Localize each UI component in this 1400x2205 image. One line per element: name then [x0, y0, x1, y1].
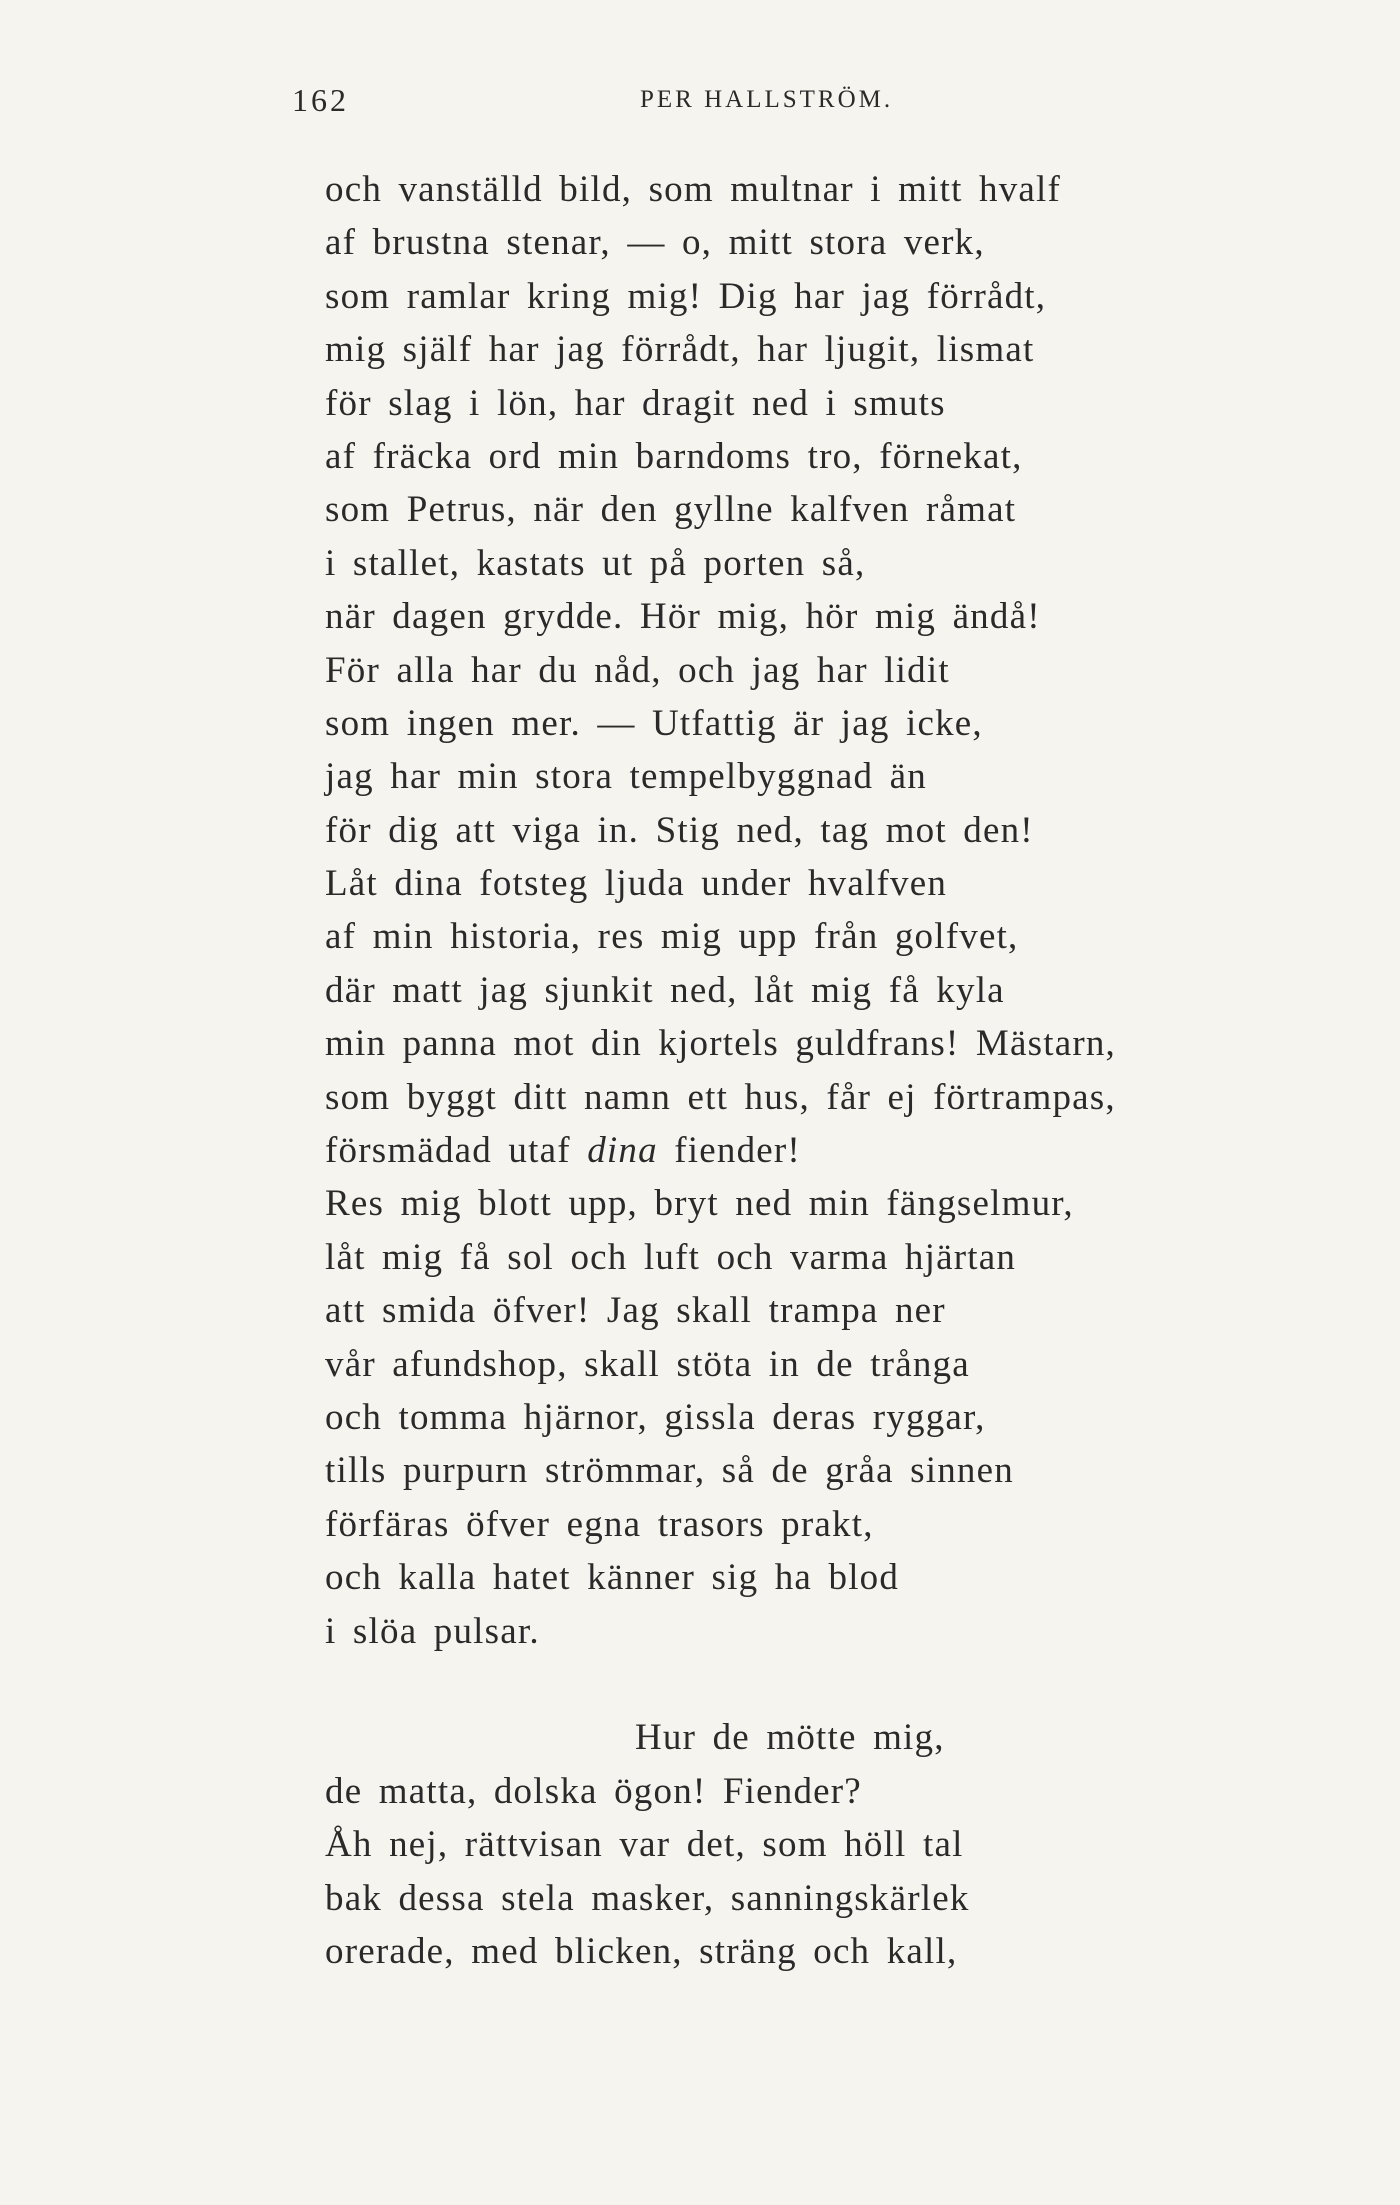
poem-line: låt mig få sol och luft och varma hjärtan: [325, 1236, 1017, 1278]
poem-line: som byggt ditt namn ett hus, får ej förtrampas,: [325, 1076, 1116, 1118]
poem-line: och tomma hjärnor, gissla deras ryggar,: [325, 1396, 986, 1438]
poem-line: jag har min stora tempelbyggnad än: [325, 756, 928, 798]
stanza-break: [325, 1658, 1245, 1711]
poem-line: Låt dina fotsteg ljuda under hvalfven: [325, 863, 948, 905]
poem-line: För alla har du nåd, och jag har lidit: [325, 649, 950, 691]
poem-line: där matt jag sjunkit ned, låt mig få kyla: [325, 969, 1005, 1011]
poem-line: förfäras öfver egna trasors prakt,: [325, 1503, 874, 1545]
poem-line: tills purpurn strömmar, så de gråa sinnen: [325, 1450, 1014, 1492]
poem-line: och vanställd bild, som multnar i mitt hvalf: [325, 169, 1062, 210]
poem-line: att smida öfver! Jag skall trampa ner: [325, 1290, 946, 1332]
poem-line: af brustna stenar, — o, mitt stora verk,: [325, 222, 985, 264]
poem-line: som Petrus, när den gyllne kalfven råmat: [325, 489, 1017, 531]
line-text: försmädad utaf: [325, 1130, 588, 1172]
line-text: fiender!: [657, 1130, 801, 1172]
poem-line: Åh nej, rättvisan var det, som höll tal: [325, 1824, 964, 1866]
page-number: 162: [292, 82, 349, 118]
poem-line: för dig att viga in. Stig ned, tag mot den!: [325, 809, 1034, 851]
italic-word: dina: [587, 1130, 658, 1172]
page-header: [292, 82, 1142, 122]
poem-line: af min historia, res mig upp från golfvet,: [325, 916, 1019, 958]
poem-line-with-italic: [325, 1124, 1245, 1177]
poem-line: i slöa pulsar.: [325, 1610, 540, 1652]
poem-line: för slag i lön, har dragit ned i smuts: [325, 382, 946, 424]
poem-line: orerade, med blicken, sträng och kall,: [325, 1930, 958, 1972]
poem-line: när dagen grydde. Hör mig, hör mig ändå!: [325, 596, 1041, 638]
poem-line: af fräcka ord min barndoms tro, förnekat,: [325, 435, 1023, 477]
poem-line: vår afundshop, skall stöta in de trånga: [325, 1343, 970, 1385]
poem-line: bak dessa stela masker, sanningskärlek: [325, 1877, 970, 1919]
poem-text: [325, 163, 1245, 1978]
poem-line: som ramlar kring mig! Dig har jag förrådt,: [325, 275, 1047, 317]
running-head: PER HALLSTRÖM.: [640, 86, 894, 113]
poem-line: i stallet, kastats ut på porten så,: [325, 542, 866, 584]
poem-line: min panna mot din kjortels guldfrans! Mästarn,: [325, 1023, 1116, 1065]
poem-line: och kalla hatet känner sig ha blod: [325, 1557, 900, 1599]
poem-line: som ingen mer. — Utfattig är jag icke,: [325, 702, 983, 744]
poem-line: Hur de mötte mig,: [635, 1717, 945, 1759]
poem-line: Res mig blott upp, bryt ned min fängselmur,: [325, 1183, 1074, 1225]
poem-line: mig själf har jag förrådt, har ljugit, lismat: [325, 329, 1035, 371]
poem-line: de matta, dolska ögon! Fiender?: [325, 1770, 862, 1812]
